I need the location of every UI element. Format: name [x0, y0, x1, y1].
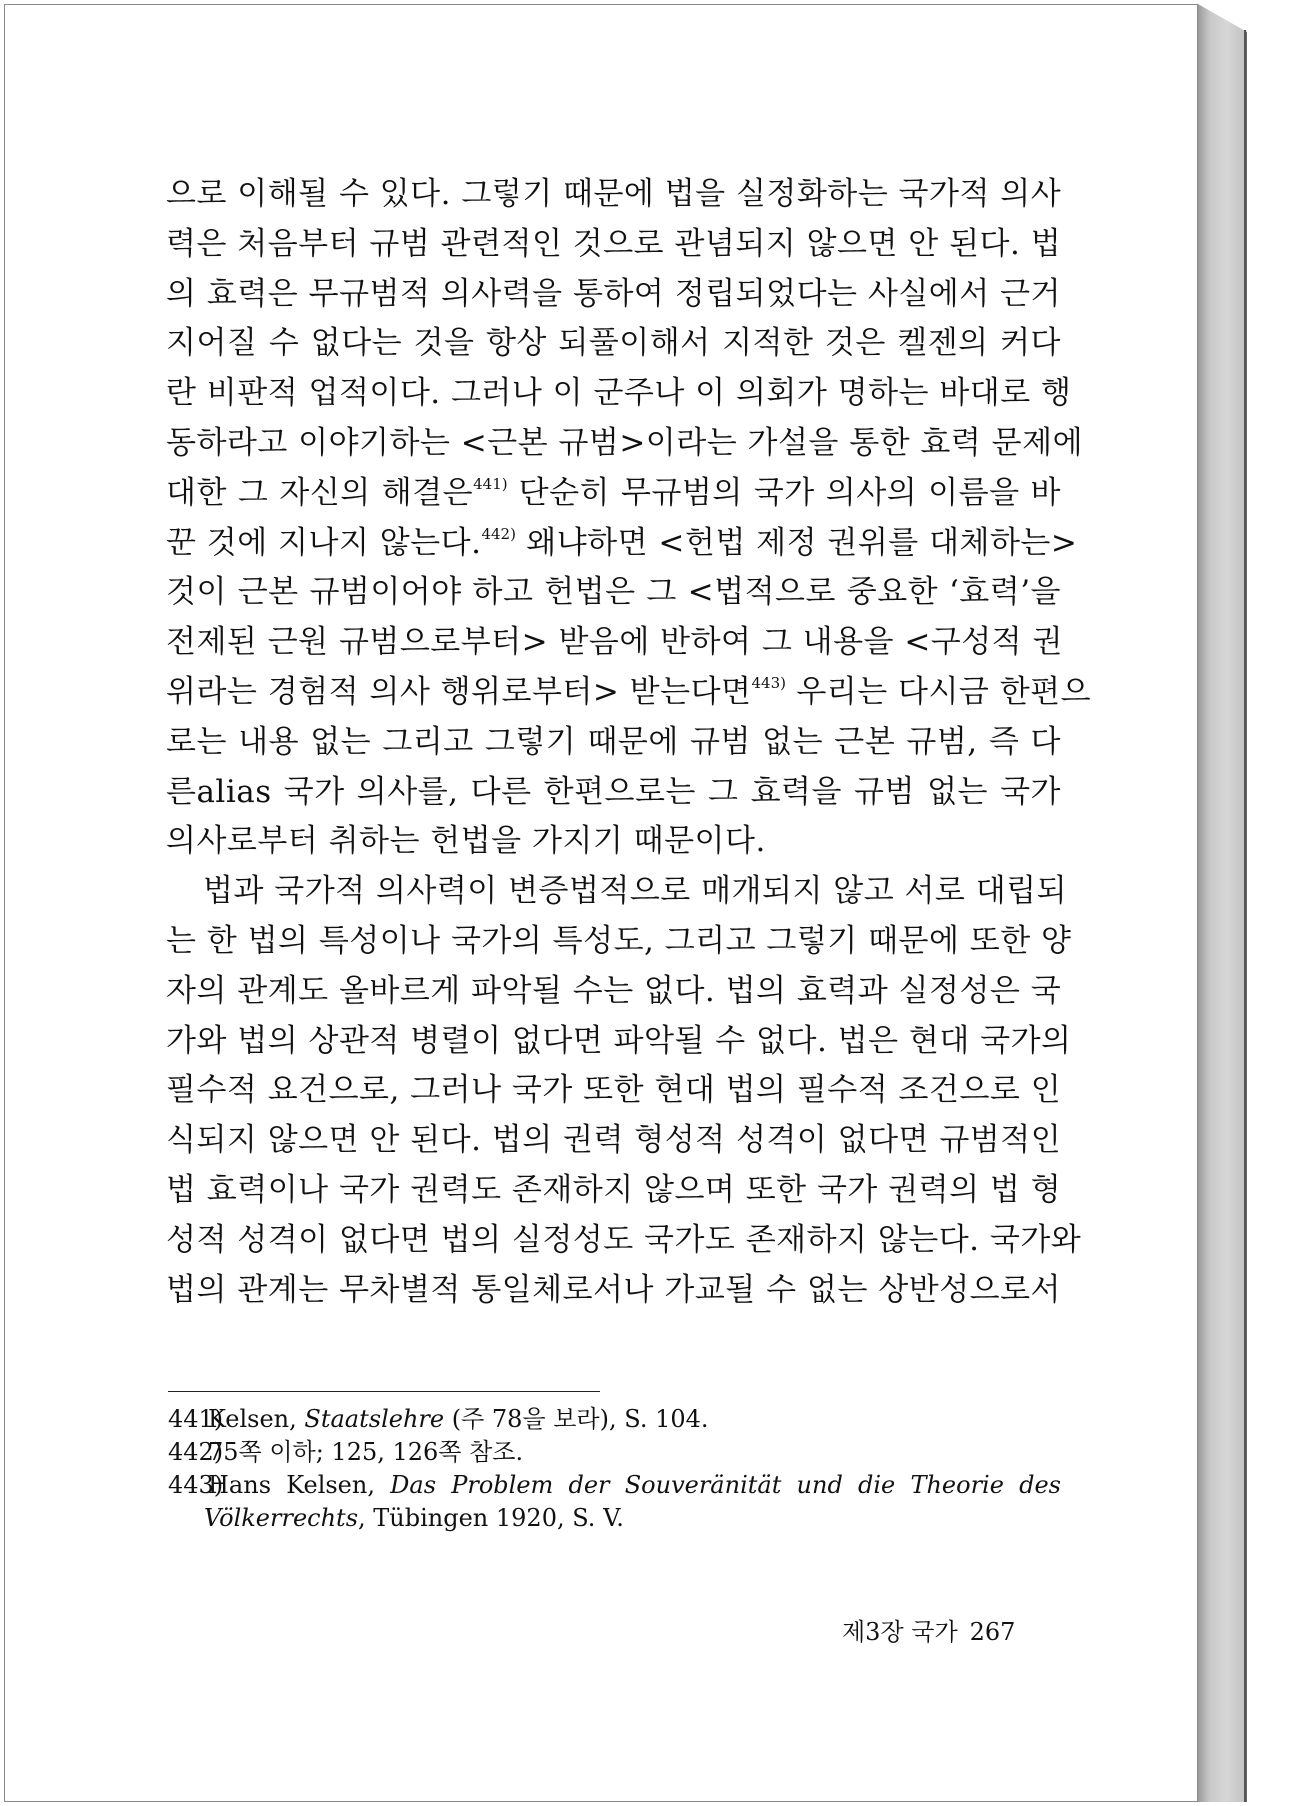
text-segment: 우리는 다시금 한편으: [785, 673, 1092, 710]
footnote-442: [168, 1436, 1061, 1469]
text-line: 것이 근본 규범이어야 하고 헌법은 그 <법적으로 중요한 ‘효력’을: [166, 574, 1061, 611]
text-line: 으로 이해될 수 있다. 그렇기 때문에 법을 실정화하는 국가적 의사: [166, 176, 1062, 212]
text-line: 식되지 않으면 안 된다. 법의 권력 형성적 성격이 없다면 규범적인: [166, 1122, 1062, 1159]
body-text: [166, 170, 1092, 1315]
footnote-title: Das Problem der Souveränität und die Theorie des: [390, 1471, 1061, 1499]
text-segment: 단순히 무규범의 국가 의사의 이름을 바: [507, 474, 1061, 511]
footnote-rest: (주 78을 보라), S. 104.: [444, 1405, 709, 1433]
text-line: 법 효력이나 국가 권력도 존재하지 않으며 또한 국가 권력의 법 형: [166, 1171, 1062, 1208]
text-line: 가와 법의 상관적 병렬이 없다면 파악될 수 없다. 법은 현대 국가의: [166, 1022, 1072, 1059]
text-line: 전제된 근원 규범으로부터> 받음에 반하여 그 내용을 <구성적 권: [166, 624, 1063, 661]
text-line: 법의 관계는 무차별적 통일체로서나 가교될 수 없는 상반성으로서: [166, 1271, 1061, 1308]
footnote-title: Staatslehre: [304, 1405, 445, 1433]
page-number: 267: [969, 1618, 1016, 1646]
footnote-number: 441): [168, 1405, 224, 1433]
text-line: 동하라고 이야기하는 <근본 규범>이라는 가설을 통한 효력 문제에: [166, 424, 1084, 461]
footnote-author: Kelsen,: [208, 1405, 305, 1433]
text-line: [166, 469, 1061, 519]
text-line: 로는 내용 없는 그리고 그렇기 때문에 규범 없는 근본 규범, 즉 다: [166, 723, 1061, 760]
footnote-rest: , Tübingen 1920, S. V.: [358, 1504, 624, 1532]
text-segment: 위라는 경험적 의사 행위로부터> 받는다면: [166, 673, 752, 710]
text-line: 자의 관계도 올바르게 파악될 수는 없다. 법의 효력과 실정성은 국: [166, 972, 1062, 1009]
text-line: 른alias 국가 의사를, 다른 한편으로는 그 효력을 규범 없는 국가: [166, 773, 1061, 810]
paragraph-first-line: 법과 국가적 의사력이 변증법적으로 매개되지 않고 서로 대립되: [203, 873, 1068, 910]
footnote-ref-443[interactable]: 443): [751, 673, 786, 692]
text-line: 성적 성격이 없다면 법의 실정성도 국가도 존재하지 않는다. 국가와: [166, 1221, 1082, 1258]
footnote-text: 75쪽 이하; 125, 126쪽 참조.: [208, 1438, 524, 1466]
footnote-ref-441[interactable]: 441): [473, 474, 508, 493]
footnote-rule: [168, 1391, 600, 1392]
footnotes: [168, 1403, 1061, 1535]
text-segment: 왜냐하면 <헌법 제정 권위를 대체하는>: [515, 524, 1078, 561]
text-line: 란 비판적 업적이다. 그러나 이 군주나 이 의회가 명하는 바대로 행: [166, 375, 1072, 412]
footnote-title: Völkerrechts: [204, 1504, 359, 1532]
footnote-number: 443): [168, 1471, 224, 1499]
text-line: 의 효력은 무규범적 의사력을 통하여 정립되었다는 사실에서 근거: [166, 275, 1061, 312]
footnote-441: [168, 1403, 1061, 1436]
footnote-author: Hans Kelsen,: [208, 1471, 391, 1499]
footnote-443: [168, 1469, 1061, 1502]
text-line: 력은 처음부터 규범 관련적인 것으로 관념되지 않으면 안 된다. 법: [166, 225, 1062, 262]
chapter-label: 제3장 국가: [842, 1618, 958, 1646]
text-line: 지어질 수 없다는 것을 항상 되풀이해서 지적한 것은 켈젠의 커다: [166, 325, 1061, 362]
book-edge-line: [1244, 30, 1246, 1802]
footnote-ref-442[interactable]: 442): [481, 524, 516, 543]
text-line: [166, 519, 1078, 569]
text-segment: 꾼 것에 지나지 않는다.: [166, 524, 482, 561]
book-edge: [1198, 4, 1247, 1802]
footnote-number: 442): [168, 1438, 224, 1466]
text-segment: 대한 그 자신의 해결은: [166, 474, 474, 511]
text-line: 의사로부터 취하는 헌법을 가지기 때문이다.: [166, 823, 766, 860]
running-footer: [842, 1612, 1015, 1647]
text-line: 는 한 법의 특성이나 국가의 특성도, 그리고 그렇기 때문에 또한 양: [166, 922, 1072, 959]
footnote-443-continued: [168, 1502, 1061, 1535]
text-line: 필수적 요건으로, 그러나 국가 또한 현대 법의 필수적 조건으로 인: [166, 1072, 1062, 1109]
text-line: [166, 668, 1092, 718]
